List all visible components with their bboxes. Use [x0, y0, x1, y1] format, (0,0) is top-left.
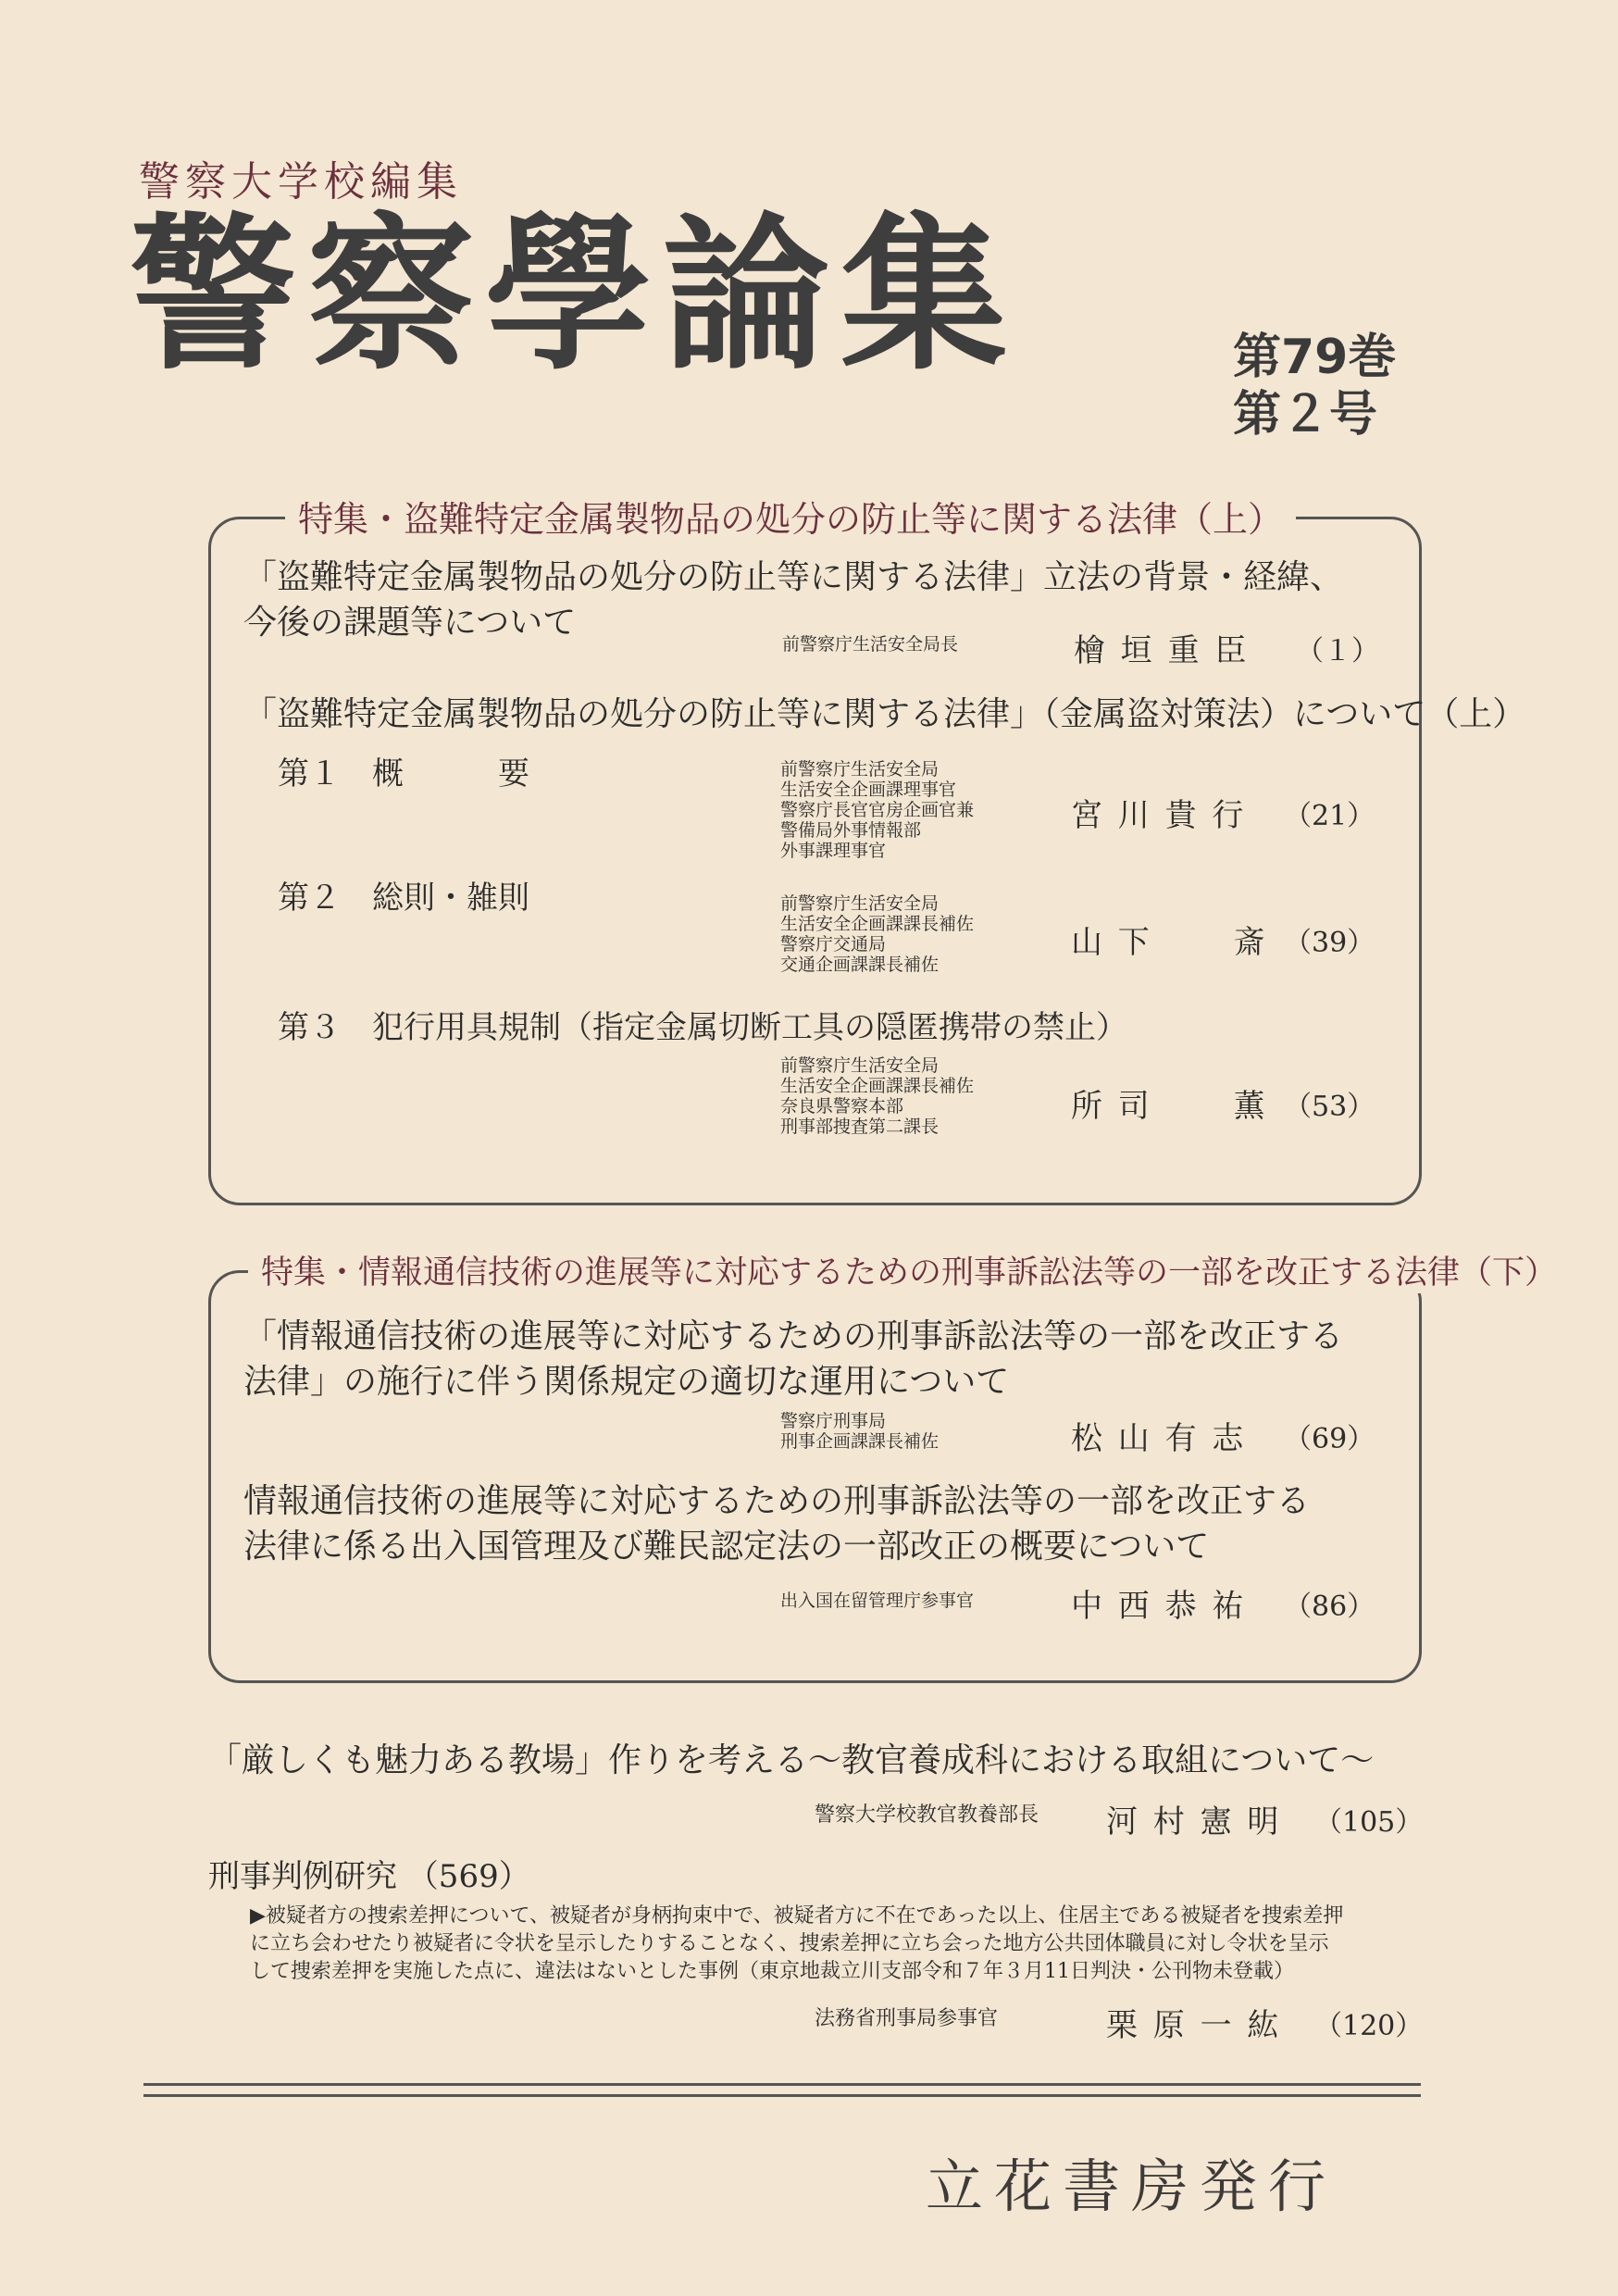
- feature-1-heading: 特集・盗難特定金属製物品の処分の防止等に関する法律（上）: [285, 491, 1296, 542]
- editor-credit: 警察大学校編集: [139, 158, 463, 206]
- section-2-page: （39）: [1284, 927, 1375, 959]
- feature-2-heading: 特集・情報通信技術の進展等に対応するための刑事訴訟法等の一部を改正する法律（下）: [248, 1247, 1570, 1293]
- article-3-author: 河 村 憲 明: [1106, 1803, 1282, 1841]
- feature-2-article-1-author: 松 山 有 志: [1071, 1420, 1247, 1457]
- feature-1-article-1-affiliation: 前警察庁生活安全局長: [782, 634, 959, 655]
- case-study-author: 栗 原 一 紘: [1106, 2007, 1282, 2044]
- feature-2-article-2-page: （86）: [1284, 1591, 1375, 1623]
- case-study-page: （120）: [1314, 2010, 1424, 2042]
- article-3-page: （105）: [1314, 1806, 1424, 1839]
- section-2-author: 山 下 斎: [1071, 924, 1268, 961]
- article-3-affiliation: 警察大学校教官教養部長: [815, 1803, 1039, 1827]
- feature-1-article-2-title: 「盗難特定金属製物品の処分の防止等に関する法律」（金属盗対策法）について（上）: [243, 695, 1526, 733]
- feature-1-article-1-title: 「盗難特定金属製物品の処分の防止等に関する法律」立法の背景・経緯、 今後の課題等について: [243, 558, 1344, 642]
- section-3-page: （53）: [1284, 1091, 1375, 1123]
- article-3-title: 「厳しくも魅力ある教場」作りを考える～教官養成科における取組について～: [208, 1741, 1375, 1779]
- volume-number: 第79巻: [1233, 330, 1397, 385]
- section-1-affiliation: 前警察庁生活安全局 生活安全企画課理事官 警察庁長官官房企画官兼 警備局外事情報部 外事課理事官: [780, 759, 975, 861]
- section-2-affiliation: 前警察庁生活安全局 生活安全企画課課長補佐 警察庁交通局 交通企画課課長補佐: [780, 893, 975, 975]
- section-3-author: 所 司 薫: [1071, 1088, 1268, 1125]
- section-3-affiliation: 前警察庁生活安全局 生活安全企画課課長補佐 奈良県警察本部 刑事部捜査第二課長: [780, 1055, 975, 1137]
- section-3-label: 第３ 犯行用具規制（指定金属切断工具の隠匿携帯の禁止）: [278, 1009, 1127, 1046]
- footer-rule-bottom: [143, 2094, 1421, 2097]
- case-study-title: 刑事判例研究 （569）: [208, 1858, 530, 1895]
- section-2-label: 第２ 総則・雑則: [278, 880, 529, 917]
- feature-2-article-2-affiliation: 出入国在留管理庁参事官: [780, 1591, 975, 1611]
- footer-rule-top: [143, 2083, 1421, 2086]
- volume-issue: [1233, 329, 1396, 444]
- feature-2-article-1-page: （69）: [1284, 1423, 1375, 1455]
- section-1-page: （21）: [1284, 800, 1375, 832]
- feature-2-article-2-title: 情報通信技術の進展等に対応するための刑事訴訟法等の一部を改正する 法律に係る出入国管理及び難民認定法の一部改正の概要について: [243, 1482, 1311, 1566]
- publisher: 立花書房発行: [926, 2152, 1338, 2220]
- feature-1-article-1-author: 檜 垣 重 臣: [1074, 632, 1250, 669]
- feature-2-article-1-title: 「情報通信技術の進展等に対応するための刑事訴訟法等の一部を改正する 法律」の施行に伴う関係規定の適切な運用について: [243, 1317, 1344, 1401]
- section-1-label: 第１ 概 要: [278, 755, 529, 792]
- journal-title: 警察學論集: [130, 197, 1019, 393]
- case-study-affiliation: 法務省刑事局参事官: [815, 2007, 999, 2030]
- feature-2-article-2-author: 中 西 恭 祐: [1071, 1588, 1247, 1625]
- case-study-description: ▶被疑者方の捜索差押について、被疑者が身柄拘束中で、被疑者方に不在であった以上、住居主である被疑者を捜索差押 に立ち会わせたり被疑者に令状を呈示したりすることなく、捜索差押に立ち会った地方公共団体職員に対し令状を呈示 して捜索差押を実施した点に、違法はないとした事例（東京地裁立川支部令和７年３月11日判決・公刊物未登載）: [250, 1904, 1344, 1983]
- section-1-author: 宮 川 貴 行: [1071, 797, 1247, 834]
- feature-2-article-1-affiliation: 警察庁刑事局 刑事企画課課長補佐: [780, 1411, 940, 1452]
- feature-1-article-1-page: （１）: [1296, 635, 1379, 668]
- issue-number: 第２号: [1233, 387, 1378, 443]
